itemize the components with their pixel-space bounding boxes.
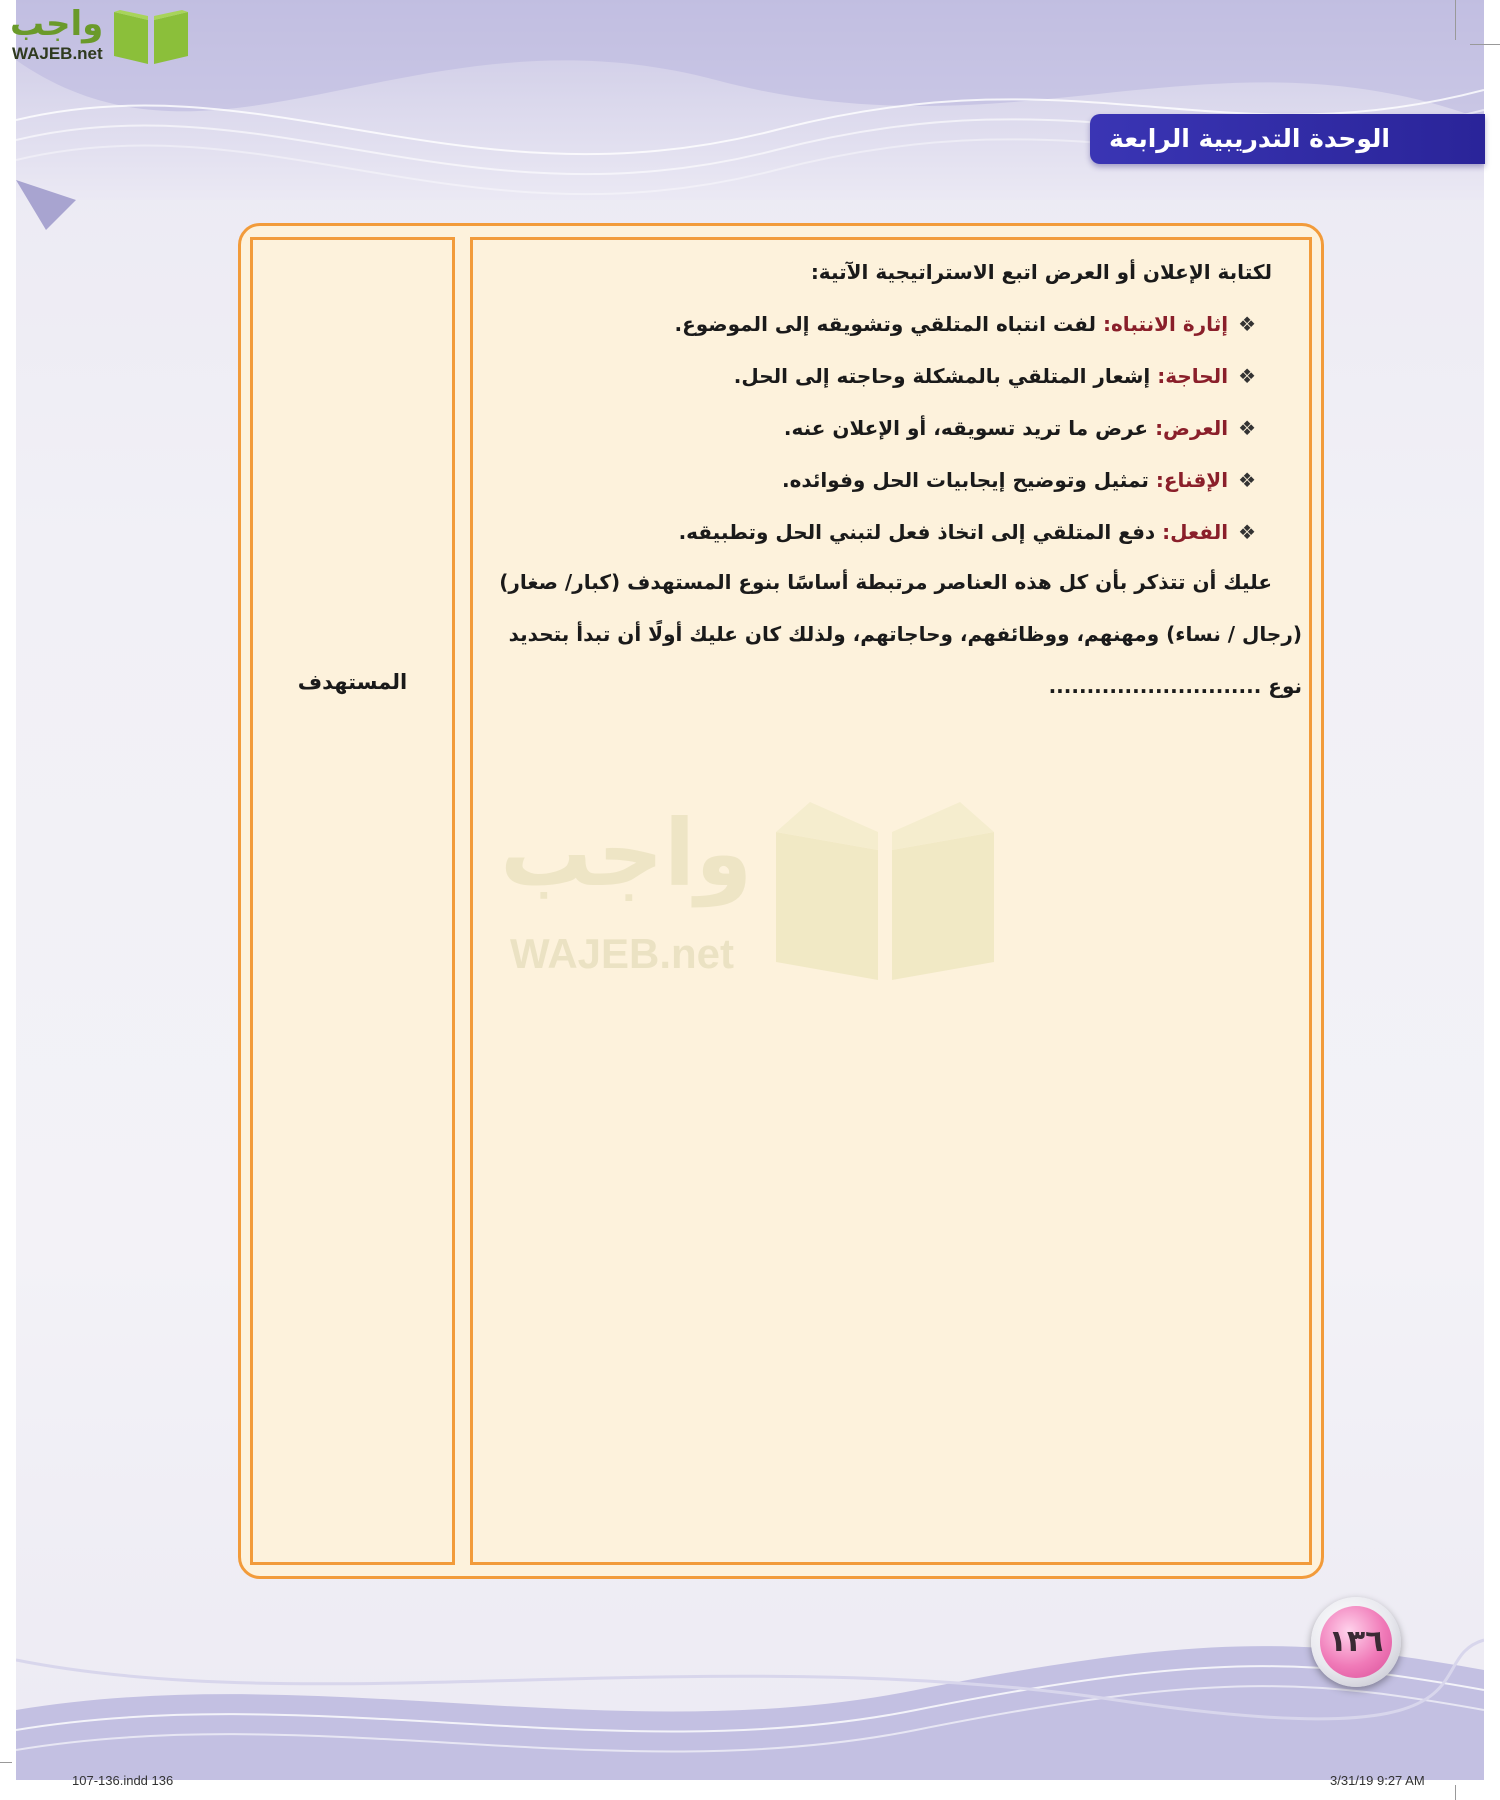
diamond-bullet-icon: ❖ bbox=[1238, 364, 1256, 388]
step-term: العرض: bbox=[1155, 416, 1229, 440]
diamond-bullet-icon: ❖ bbox=[1238, 312, 1256, 336]
diamond-bullet-icon: ❖ bbox=[1238, 468, 1256, 492]
watermark bbox=[500, 800, 1020, 1000]
step-term: الإقناع: bbox=[1155, 468, 1229, 492]
step-description: إشعار المتلقي بالمشكلة وحاجته إلى الحل. bbox=[733, 364, 1151, 388]
crop-mark bbox=[0, 1762, 12, 1763]
page-number: ١٣٦ bbox=[1320, 1606, 1392, 1678]
intro-text: لكتابة الإعلان أو العرض اتبع الاستراتيجية الآتية: bbox=[810, 260, 1272, 284]
list-item bbox=[679, 520, 1256, 544]
fill-in-blank-line: نوع ............................ bbox=[1048, 674, 1302, 698]
step-term: الفعل: bbox=[1162, 520, 1229, 544]
watermark-arabic-text: واجب bbox=[500, 800, 753, 907]
step-description: عرض ما تريد تسويقه، أو الإعلان عنه. bbox=[783, 416, 1149, 440]
crop-mark bbox=[1470, 44, 1500, 45]
crop-mark bbox=[1455, 1785, 1456, 1800]
step-description: دفع المتلقي إلى اتخاذ فعل لتبني الحل وتطبيقه. bbox=[678, 520, 1156, 544]
list-item bbox=[782, 468, 1256, 492]
paragraph-line: عليك أن تتذكر بأن كل هذه العناصر مرتبطة أساسًا بنوع المستهدف (كبار/ صغار) bbox=[499, 570, 1272, 594]
list-item bbox=[734, 364, 1256, 388]
step-description: تمثيل وتوضيح إيجابيات الحل وفوائده. bbox=[781, 468, 1149, 492]
unit-title-banner: الوحدة التدريبية الرابعة bbox=[1090, 114, 1485, 164]
diamond-bullet-icon: ❖ bbox=[1238, 416, 1256, 440]
page-number-badge bbox=[1311, 1597, 1401, 1687]
paragraph-line: (رجال / نساء) ومهنهم، ووظائفهم، وحاجاتهم، ولذلك كان عليك أولًا أن تبدأ بتحديد bbox=[508, 622, 1302, 646]
print-slug-date: 3/31/19 9:27 AM bbox=[1330, 1773, 1425, 1788]
print-slug-file: 107-136.indd 136 bbox=[72, 1773, 174, 1788]
step-term: إثارة الانتباه: bbox=[1103, 312, 1229, 336]
wajeb-logo[interactable] bbox=[10, 4, 190, 70]
target-audience-label: المستهدف bbox=[297, 670, 408, 694]
list-item bbox=[674, 312, 1256, 336]
footer-wave-decoration bbox=[16, 1600, 1484, 1780]
step-description: لفت انتباه المتلقي وتشويقه إلى الموضوع. bbox=[674, 312, 1097, 336]
crop-mark bbox=[1455, 0, 1456, 40]
watermark-latin-text: WAJEB.net bbox=[510, 930, 735, 977]
list-item bbox=[784, 416, 1256, 440]
diamond-bullet-icon: ❖ bbox=[1238, 520, 1256, 544]
logo-latin-text: WAJEB.net bbox=[12, 44, 103, 63]
table-label-cell bbox=[250, 237, 455, 1565]
book-icon bbox=[110, 6, 192, 66]
watermark-book-icon bbox=[770, 802, 1000, 982]
step-term: الحاجة: bbox=[1157, 364, 1229, 388]
logo-arabic-text: واجب bbox=[10, 4, 104, 44]
